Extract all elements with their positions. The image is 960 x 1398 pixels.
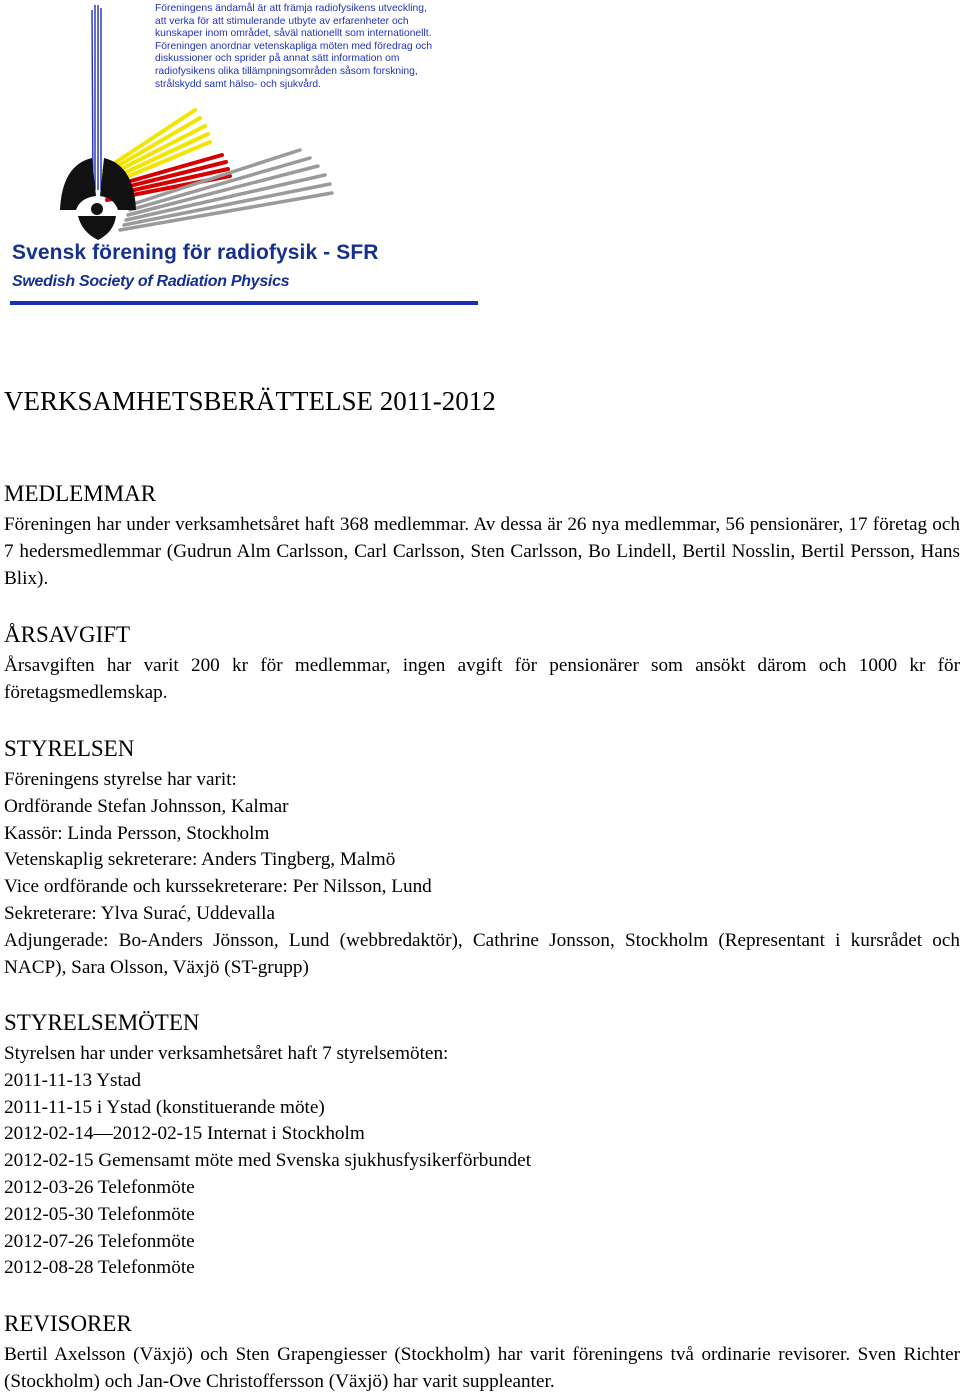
board-list [4,767,960,981]
mission-line: Föreningens ändamål är att främja radiofysikens utveckling, [155,3,427,14]
sfr-logo [0,0,480,306]
section-styrelsemoten [4,1008,960,1282]
list-item: Sekreterare: Ylva Surać, Uddevalla [4,902,275,924]
section-styrelsen [4,734,960,981]
list-item: Adjungerade: Bo-Anders Jönsson, Lund (webbredaktör), Cathrine Jonsson, Stockholm (Representant i kursrådet och NACP), Sara Olsson, Växjö (ST-grupp) [4,929,960,978]
logo-subtitle: Swedish Society of Radiation Physics [12,273,290,290]
section-paragraph: Föreningen har under verksamhetsåret haft 368 medlemmar. Av dessa är 26 nya medlemmar, 56 pensionärer, 17 företag och 7 hedersmedlemmar (Gudrun Alm Carlsson, Carl Carlsson, Sten Carlsson, Bo Lindell, Bertil Nosslin, Bertil Persson, Hans Blix). [4,514,960,589]
mission-line: diskussioner och sprider på annat sätt information om [155,53,400,65]
list-item: Föreningens styrelse har varit: [4,769,237,790]
mission-statement [155,3,485,91]
mission-line: att verka för att stimulerande utbyte av erfarenheter och [155,15,409,27]
document-title: VERKSAMHETSBERÄTTELSE 2011-2012 [4,386,496,416]
section-medlemmar [4,479,960,592]
list-item: 2011-11-15 i Ystad (konstituerande möte) [4,1096,325,1118]
logo-underline [10,301,478,305]
mission-line: radiofysikens olika tillämpningsområden såsom forskning, [155,65,418,77]
list-item: 2012-02-14—2012-02-15 Internat i Stockholm [4,1123,365,1145]
list-item: Vice ordförande och kurssekreterare: Per Nilsson, Lund [4,876,432,898]
section-heading: MEDLEMMAR [4,481,157,506]
section-heading: STYRELSEN [4,736,135,761]
list-item: 2012-03-26 Telefonmöte [4,1176,195,1198]
list-item: Kassör: Linda Persson, Stockholm [4,822,270,844]
section-arsavgift [4,620,960,707]
logo-title: Svensk förening för radiofysik - SFR [12,241,379,264]
list-item: 2012-05-30 Telefonmöte [4,1203,195,1225]
mission-line: Föreningen anordnar vetenskapliga möten med föredrag och [155,40,433,52]
section-heading: STYRELSEMÖTEN [4,1010,200,1035]
section-revisorer [4,1309,960,1396]
list-item: 2012-02-15 Gemensamt möte med Svenska sjukhusfysikerförbundet [4,1150,532,1172]
list-item: 2012-07-26 Telefonmöte [4,1230,195,1252]
mission-line: strålskydd samt hälso- och sjukvård. [155,78,321,90]
list-item: Ordförande Stefan Johnsson, Kalmar [4,795,289,817]
section-paragraph: Bertil Axelsson (Växjö) och Sten Grapengiesser (Stockholm) har varit föreningens två ordinarie revisorer. Sven Richter (Stockholm) och Jan-Ove Christoffersson (Växjö) har varit suppleanter. [4,1344,960,1392]
mission-line: kunskaper inom området, såväl nationellt som internationellt. [155,28,432,40]
section-heading: ÅRSAVGIFT [4,622,131,647]
list-item: 2011-11-13 Ystad [4,1069,141,1091]
list-item: 2012-08-28 Telefonmöte [4,1257,195,1279]
section-heading: REVISORER [4,1311,132,1336]
meetings-list [4,1041,960,1282]
list-item: Styrelsen har under verksamhetsåret haft 7 styrelsemöten: [4,1043,449,1064]
list-item: Vetenskaplig sekreterare: Anders Tingberg, Malmö [4,849,396,871]
section-paragraph: Årsavgiften har varit 200 kr för medlemmar, ingen avgift för pensionärer som ansökt därom och 1000 kr för företagsmedlemskap. [4,655,960,703]
